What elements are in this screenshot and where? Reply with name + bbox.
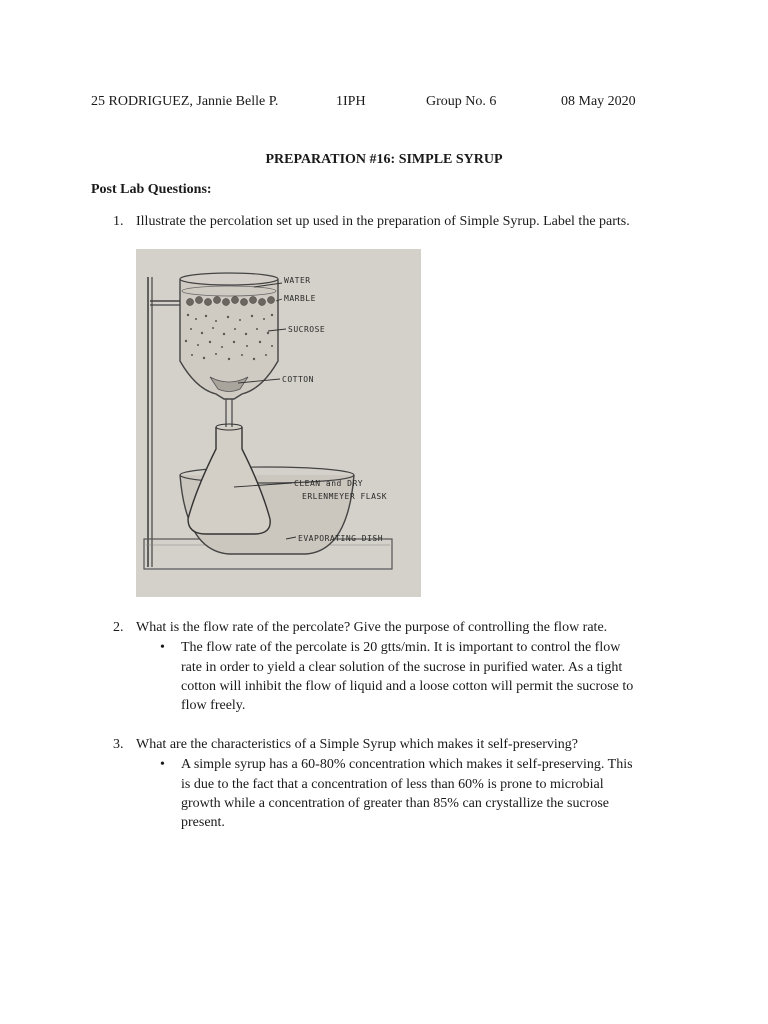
group-number: Group No. 6 xyxy=(426,94,497,109)
question-3-number: 3. xyxy=(113,737,124,752)
answer-2-line-4: flow freely. xyxy=(181,698,246,713)
bullet-icon: • xyxy=(160,640,165,655)
question-1-number: 1. xyxy=(113,214,124,229)
label-evaporating-dish: EVAPORATING DISH xyxy=(298,534,384,543)
answer-3-line-4: present. xyxy=(181,815,225,830)
answer-2-line-3: cotton will inhibit the flow of liquid and a loose cotton will permit the sucrose to xyxy=(181,679,634,694)
answer-3-line-2: is due to the fact that a concentration of less than 60% is prone to microbial xyxy=(181,777,604,792)
label-clean-dry: CLEAN and DRY xyxy=(294,479,364,488)
page-title: PREPARATION #16: SIMPLE SYRUP xyxy=(265,152,503,167)
answer-3-line-1: A simple syrup has a 60-80% concentration which makes it self-preserving. This xyxy=(181,757,633,772)
document-date: 08 May 2020 xyxy=(561,94,636,109)
section-heading: Post Lab Questions: xyxy=(91,182,212,197)
label-cotton: COTTON xyxy=(282,375,314,384)
question-2-number: 2. xyxy=(113,620,124,635)
percolation-setup-figure xyxy=(136,249,421,597)
answer-2-line-1: The flow rate of the percolate is 20 gtts/min. It is important to control the flow xyxy=(181,640,621,655)
question-1-text: Illustrate the percolation set up used in the preparation of Simple Syrup. Label the parts. xyxy=(136,214,630,229)
question-2-text: What is the flow rate of the percolate? Give the purpose of controlling the flow rate. xyxy=(136,620,608,635)
student-name: 25 RODRIGUEZ, Jannie Belle P. xyxy=(91,94,279,109)
label-water: WATER xyxy=(284,276,311,285)
bullet-icon: • xyxy=(160,757,165,772)
section-code: 1IPH xyxy=(336,94,366,109)
label-sucrose: SUCROSE xyxy=(288,325,326,334)
answer-2-line-2: rate in order to yield a clear solution of the sucrose in purified water. As a tight xyxy=(181,660,623,675)
label-erlenmeyer: ERLENMEYER FLASK xyxy=(302,492,388,501)
question-3-text: What are the characteristics of a Simple Syrup which makes it self-preserving? xyxy=(136,737,579,752)
answer-3-line-3: growth while a concentration of greater than 85% can crystallize the sucrose xyxy=(181,796,609,811)
label-marble: MARBLE xyxy=(284,294,316,303)
